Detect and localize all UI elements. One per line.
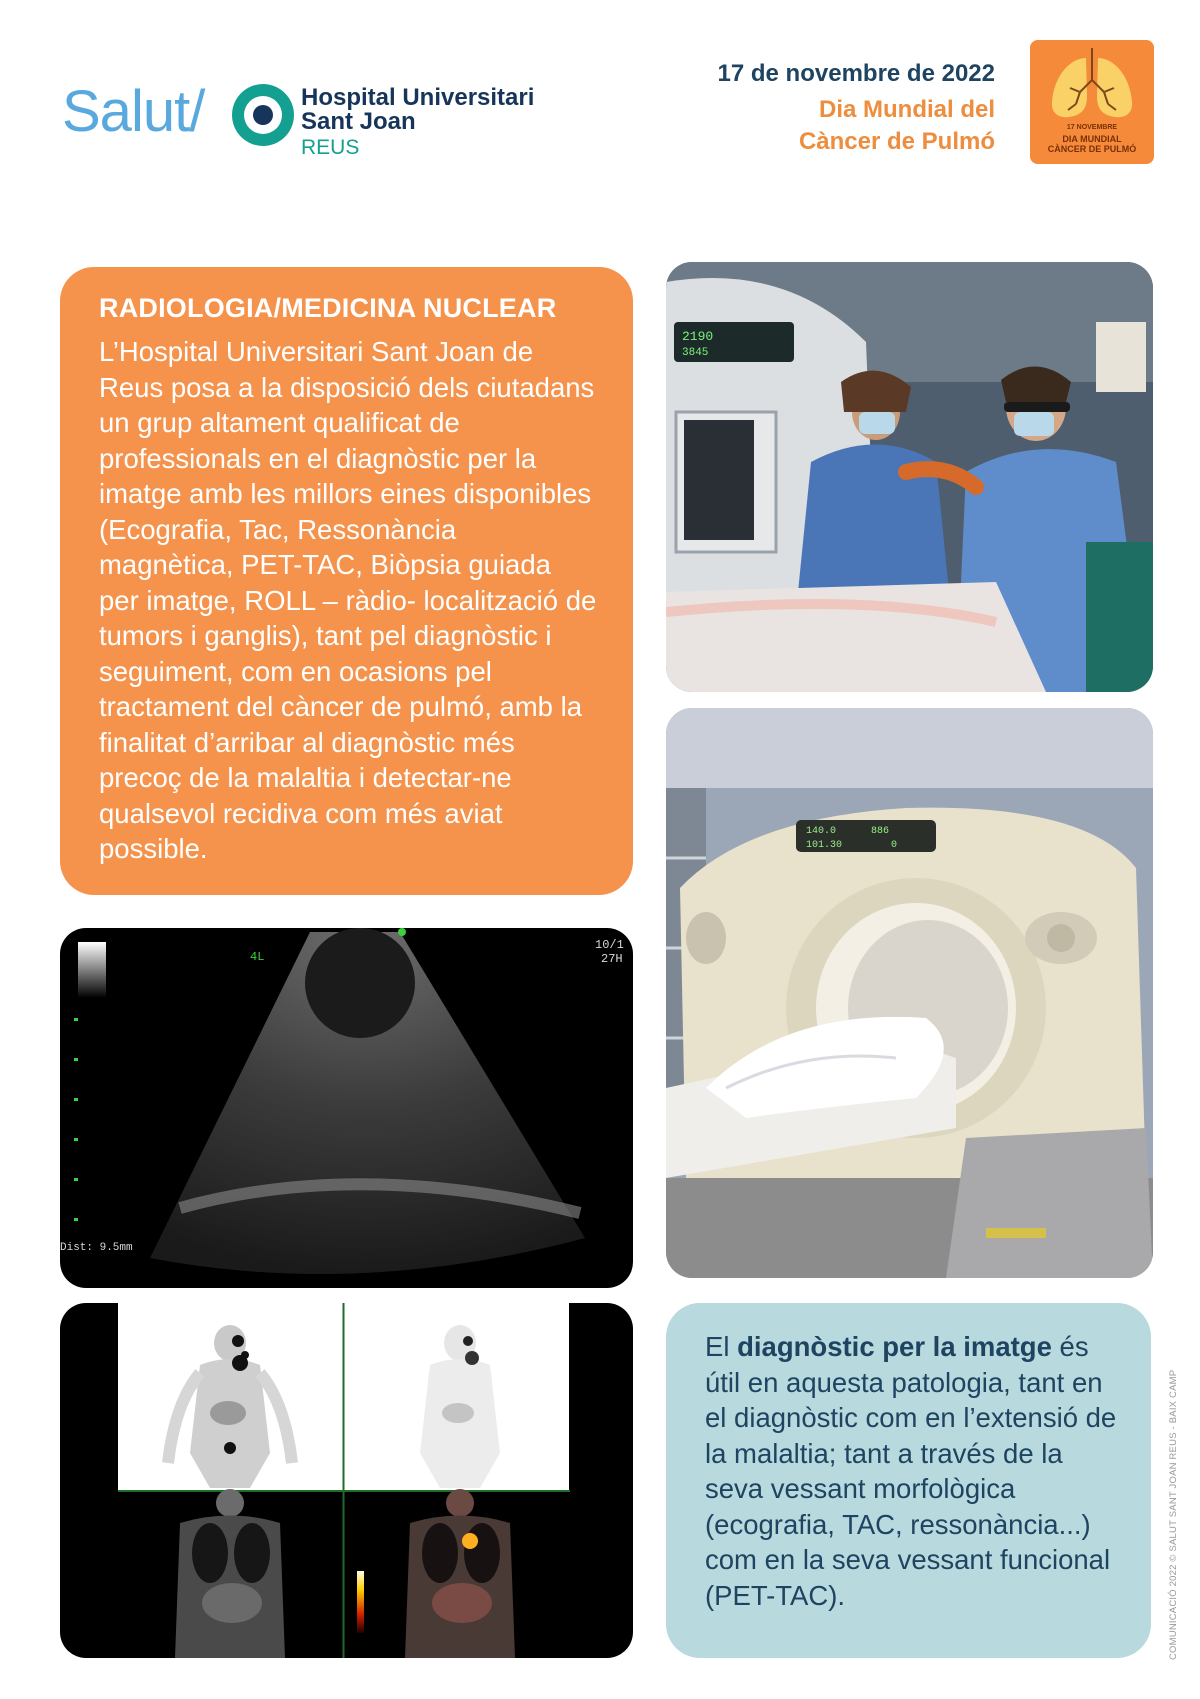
hospital-name-line1: Hospital Universitari bbox=[301, 84, 535, 111]
hospital-name-line2: Sant Joan bbox=[301, 108, 416, 135]
event-title-line1: Dia Mundial del bbox=[818, 96, 995, 123]
ct-display-right: 886 bbox=[871, 826, 890, 837]
summary-part1: El bbox=[705, 1331, 738, 1362]
radiology-info-box bbox=[60, 267, 633, 895]
ultrasound-image bbox=[60, 928, 633, 1288]
photo-doctors-ct-room bbox=[666, 262, 1153, 692]
summary-bold: diagnòstic per la imatge bbox=[737, 1331, 1052, 1362]
svg-text:2190: 2190 bbox=[682, 329, 714, 344]
summary-box bbox=[666, 1303, 1151, 1658]
svg-text:3845: 3845 bbox=[682, 347, 709, 359]
event-title-line2: Càncer de Pulmó bbox=[798, 128, 995, 155]
salut-logo: Salut/ bbox=[62, 79, 205, 144]
ct-display-left: 140.0 bbox=[806, 826, 837, 837]
credit-line: COMUNICACIÓ 2022 © SALUT SANT JOAN REUS - BAIX CAMP bbox=[1168, 1369, 1179, 1660]
us-date-label: 10/1 bbox=[595, 938, 624, 952]
badge-title-1: DIA MUNDIAL bbox=[1062, 134, 1122, 144]
photo-ct-scanner bbox=[666, 708, 1153, 1278]
event-date: 17 de novembre de 2022 bbox=[717, 60, 995, 87]
ct-display-left2: 101.30 bbox=[806, 840, 843, 851]
hospital-city: REUS bbox=[301, 136, 360, 159]
summary-part2: és útil en aquesta patologia, tant en el diagnòstic com en l’extensió de la malaltia; tant a través de la seva vessant morfològica (ecografia, TAC, ressonància...) com en la seva vessant funcional (PET-TAC). bbox=[705, 1331, 1117, 1611]
radiology-title: RADIOLOGIA/MEDICINA NUCLEAR bbox=[99, 293, 557, 323]
lung-cancer-day-badge bbox=[1030, 40, 1154, 164]
summary-text bbox=[705, 1329, 1125, 1613]
hospital-logo-icon bbox=[232, 84, 294, 146]
badge-date: 17 NOVEMBRE bbox=[1066, 124, 1118, 131]
pet-ct-image bbox=[60, 1303, 633, 1658]
us-probe-label: 4L bbox=[250, 950, 265, 964]
badge-title-2: CÀNCER DE PULMÓ bbox=[1047, 144, 1137, 154]
us-time-label: 27H bbox=[601, 952, 623, 966]
radiology-body: L’Hospital Universitari Sant Joan de Reus posa a la disposició dels ciutadans un grup altament qualificat de professionals en el diagnòstic per la imatge amb les millors eines disponibles (Ecografia, Tac, Ressonància magnètica, PET-TAC, Biòpsia guiada per imatge, ROLL – ràdio- localització de tumors i ganglis), tant pel diagnòstic i seguiment, com en ocasions pel tractament del càncer de pulmó, amb la finalitat d’arribar al diagnòstic més precoç de la malaltia i detectar-ne qualsevol recidiva com més aviat possible. bbox=[99, 336, 597, 864]
ct-display-right2: 0 bbox=[891, 840, 898, 851]
us-distance-label: Dist: 9.5mm bbox=[60, 1242, 133, 1254]
